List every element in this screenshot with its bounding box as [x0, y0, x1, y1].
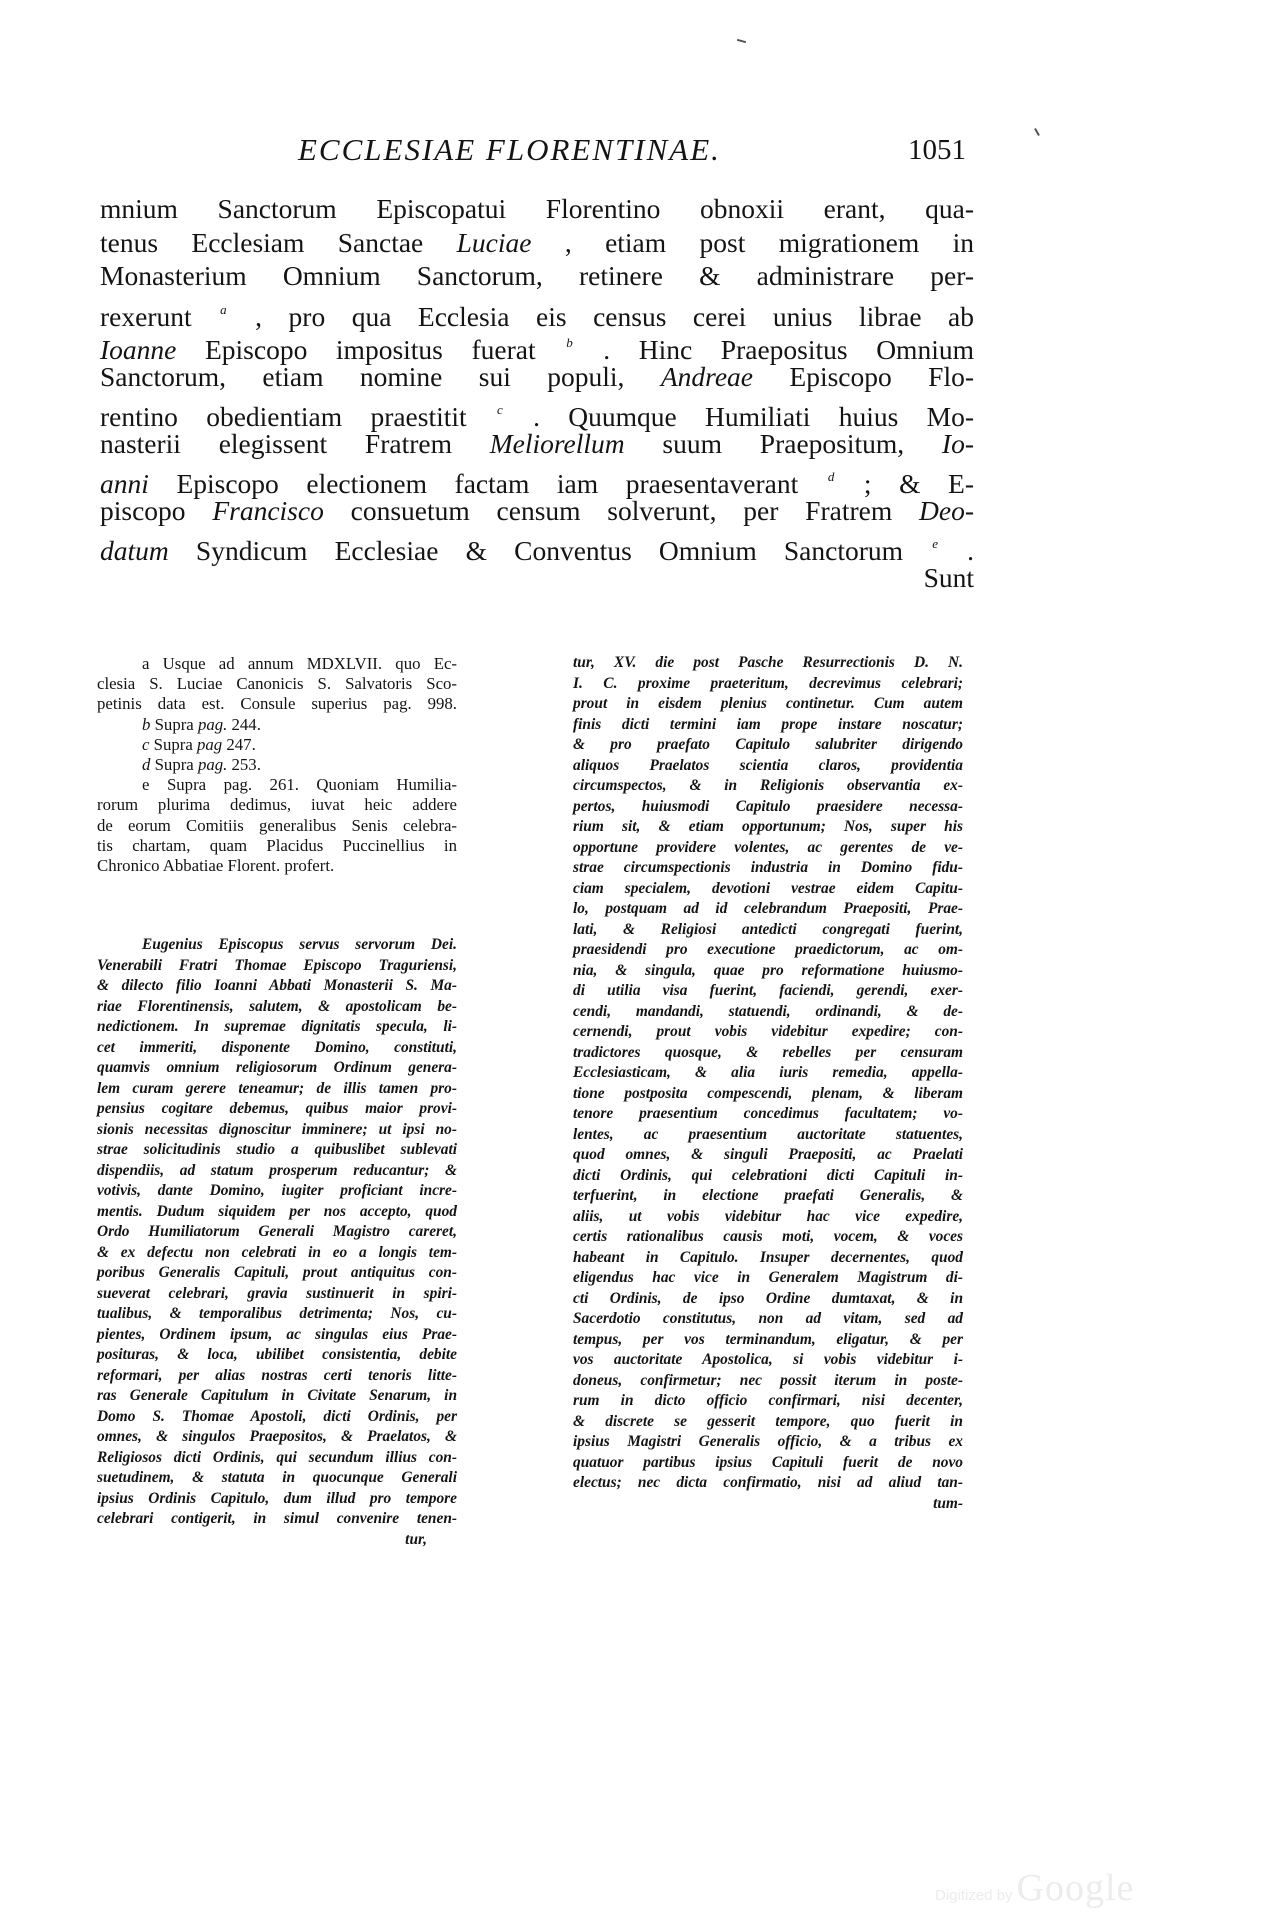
catchword: tum-: [933, 1494, 963, 1512]
bull-text-line: aliis, ut vobis videbitur hac vice expedire,: [573, 1207, 963, 1225]
catchword: Sunt: [923, 561, 974, 593]
watermark-brand: Google: [1016, 1867, 1135, 1909]
bull-text-line: pertos, huiusmodi Capitulo praesidere necessa-: [573, 797, 963, 815]
bull-text-line: pensius cogitare debemus, quibus maior provi-: [97, 1100, 457, 1117]
bull-text-line: rium sit, & etiam opportunum; Nos, super his: [573, 818, 963, 835]
bull-text-line: circumspectos, & in Religionis observantia ex-: [573, 777, 963, 794]
bull-text-line: di utilia visa fuerint, faciendi, gerendi, exer-: [573, 982, 963, 999]
footnote-d: [97, 755, 457, 775]
bull-text-line: quatuor partibus ipsius Capituli fuerit de novo: [573, 1453, 963, 1471]
footnote-e-line: tis chartam, quam Placidus Puccinellius in: [97, 835, 457, 855]
bull-text-line: doneus, confirmetur; nec possit iterum in poste-: [573, 1371, 963, 1389]
bull-text-line: nia, & singula, quae pro reformatione huiusmo-: [573, 961, 963, 979]
italic-name: datum: [100, 535, 169, 566]
bull-text-line: cti Ordinis, de ipso Ordine dumtaxat, & in: [573, 1289, 963, 1307]
footnote-ref: pag.: [197, 754, 232, 774]
bull-text-line: strae solicitudinis studio a quibuslibet sublevati: [97, 1141, 457, 1158]
bull-text-line: sionis necessitas dignoscitur imminere; ut ipsi no-: [97, 1120, 457, 1138]
main-text-line: tenus Ecclesiam Sanctae Luciae , etiam post migrationem in: [100, 226, 974, 258]
bull-text-line: I. C. proxime praeteritum, decrevimus celebrari;: [573, 674, 963, 692]
bull-text-line: celebrari contigerit, in simul convenire tenen-: [97, 1510, 457, 1527]
bull-text-line: Ecclesiasticam, & alia iuris remedia, appella-: [573, 1064, 963, 1081]
italic-name: Deo-: [919, 494, 974, 526]
print-speck: [737, 39, 746, 43]
footnote-a-line: clesia S. Luciae Canonicis S. Salvatoris Sco-: [97, 674, 457, 694]
bull-text-line: Religiosos dicti Ordinis, qui secundum illius con-: [97, 1448, 457, 1466]
bull-text-line: quamvis omnium religiosorum Ordinum genera-: [97, 1059, 457, 1076]
bull-text-line: omnes, & singulos Praepositos, & Praelatos, &: [97, 1428, 457, 1445]
bull-text-line: tur, XV. die post Pasche Resurrectionis D. N.: [573, 654, 963, 671]
bull-text-line: quod omnes, & singuli Praepositi, ac Praelati: [573, 1146, 963, 1163]
papal-bull-right-column: [573, 653, 963, 1514]
footnote-ref: pag: [197, 734, 227, 754]
footnote-text: Supra: [154, 754, 198, 774]
italic-name: Luciae: [456, 226, 532, 258]
bull-text-line: certis rationalibus causis moti, vocem, & voces: [573, 1228, 963, 1245]
bull-text-line: cendi, mandandi, statuendi, ordinandi, & de-: [573, 1002, 963, 1020]
bull-text-line: cet immeriti, disponente Domino, constituti,: [97, 1038, 457, 1056]
italic-name: Francisco: [212, 494, 324, 526]
footnote-e-line: de eorum Comitiis generalibus Senis celebra-: [97, 815, 457, 835]
bull-text-line: lem curam gerere teneamur; de illis tamen pro-: [97, 1079, 457, 1097]
page-header: [278, 132, 966, 172]
bull-text-line: dispendiis, ad statum prosperum reducantur; &: [97, 1161, 457, 1179]
papal-bull-left-column: [97, 935, 457, 1550]
footnote-mark: b: [142, 714, 155, 734]
bull-text-line: lentes, ac praesentium auctoritate statuentes,: [573, 1125, 963, 1143]
bull-text-line: Venerabili Fratri Thomae Episcopo Traguriensi,: [97, 956, 457, 974]
bull-text-line: mentis. Dudum siquidem per nos accepto, quod: [97, 1202, 457, 1220]
main-text-line: rentino obedientiam praestitit $^c$ . Quumque Humiliati huius Mo-: [100, 401, 974, 432]
bull-text-line: terfuerint, in electione praefati Generalis, &: [573, 1187, 963, 1204]
footnote-page: 244.: [231, 714, 261, 734]
bull-text-line: electus; nec dicta confirmatio, nisi ad aliud tan-: [573, 1474, 963, 1491]
main-text-block: [100, 192, 974, 594]
main-text-line: piscopo Francisco consuetum censum solverunt, per Fratrem Deo-: [100, 494, 974, 526]
footnote-mark: c: [496, 402, 503, 417]
bull-text-line: tenore praesentium concedimus facultatem; vo-: [573, 1105, 963, 1122]
bull-text-line: & discrete se gesserit tempore, quo fuerit in: [573, 1412, 963, 1430]
footnote-e-line: Chronico Abbatiae Florent. profert.: [97, 855, 335, 875]
bull-text-line: aliquos Praelatos scientia claros, providentia: [573, 756, 963, 774]
footnote-mark: e: [932, 536, 938, 551]
running-title: ECCLESIAE FLORENTINAE.: [298, 132, 721, 167]
digitized-watermark: [935, 1866, 1134, 1910]
bull-text-line: finis dicti termini iam prope instare noscatur;: [573, 715, 963, 733]
bull-text-line: rum in dicto officio confirmari, nisi decenter,: [573, 1392, 963, 1409]
footnote-e-line: e Supra pag. 261. Quoniam Humilia-: [142, 775, 457, 795]
italic-name: Ioanne: [100, 334, 177, 365]
main-text-line: nasterii elegissent Fratrem Meliorellum suum Praepositum, Io-: [100, 427, 974, 459]
bull-text-line: tradictores quosque, & rebelles per censuram: [573, 1043, 963, 1061]
bull-text-line: ipsius Magistri Generalis officio, & a tribus ex: [573, 1433, 963, 1450]
footnote-text: Supra: [153, 734, 198, 754]
bull-text-line: opportune providere volentes, ac gerentes de ve-: [573, 838, 963, 856]
italic-name: Io-: [941, 427, 974, 459]
print-speck: [1034, 128, 1040, 136]
bull-text-line: lati, & Religiosi antedicti congregati fuerint,: [573, 920, 963, 938]
bull-text-line: praesidendi pro executione praedictorum, ac om-: [573, 941, 963, 958]
bull-text-line: nedictionem. In supremae dignitatis specula, li-: [97, 1018, 457, 1035]
bull-text-line: habeant in Capitulo. Insuper decernentes, quod: [573, 1248, 963, 1266]
bull-text-line: & ex defectu non celebrati in eo a longis tem-: [97, 1243, 457, 1261]
bull-text-line: & pro praefato Capitulo salubriter dirigendo: [573, 736, 963, 753]
main-text-line: mnium Sanctorum Episcopatui Florentino obnoxii erant, qua-: [100, 193, 974, 224]
watermark-prefix: Digitized by: [935, 1887, 1013, 1904]
italic-name: anni: [100, 468, 149, 499]
footnote-mark: d: [827, 469, 835, 484]
bull-text-line: pientes, Ordinem ipsum, ac singulas eius Prae-: [97, 1325, 457, 1343]
bull-text-line: votivis, dante Domino, iugiter proficiant incre-: [97, 1182, 457, 1199]
italic-name: Meliorellum: [489, 427, 625, 459]
footnote-page: 247.: [226, 734, 256, 754]
footnote-text: Supra: [154, 714, 198, 734]
footnote-mark: b: [566, 335, 573, 350]
bull-text-line: eligendus hac vice in Generalem Magistrum di-: [573, 1269, 963, 1286]
bull-text-line: ipsius Ordinis Capitulo, dum illud pro tempore: [97, 1489, 457, 1507]
main-text-line: datum Syndicum Ecclesiae & Conventus Omnium Sanctorum $^e$ .: [100, 535, 975, 566]
bull-text-line: tualibus, & temporalibus detrimenta; Nos, cu-: [97, 1305, 457, 1322]
main-text-line: Monasterium Omnium Sanctorum, retinere & administrare per-: [100, 260, 974, 291]
footnote-mark: c: [142, 734, 154, 754]
bull-text-line: Sacerdotio constitutus, non ad vitam, sed ad: [573, 1310, 963, 1327]
bull-text-line: & dilecto filio Ioanni Abbati Monasterii S. Ma-: [97, 977, 457, 994]
footnotes: [97, 654, 457, 876]
footnote-a-line: a Usque ad annum MDXLVII. quo Ec-: [142, 654, 457, 673]
bull-text-line: dicti Ordinis, qui celebrationi dicti Capituli in-: [573, 1166, 963, 1184]
footnote-mark: a: [220, 301, 227, 317]
bull-text-line: riae Florentinensis, salutem, & apostolicam be-: [97, 997, 457, 1015]
bull-text-line: ras Generale Capitulum in Civitate Senarum, in: [97, 1387, 457, 1404]
main-text-line: Sanctorum, etiam nomine sui populi, Andreae Episcopo Flo-: [100, 360, 974, 392]
bull-text-line: vos auctoritate Apostolica, si vobis videbitur i-: [573, 1351, 963, 1368]
bull-text-line: prout in eisdem plenius continetur. Cum autem: [573, 695, 963, 712]
bull-text-line: tione postposita compescendi, plenam, & liberam: [573, 1084, 963, 1102]
footnote-mark: d: [142, 754, 155, 774]
bull-text-line: suetudinem, & statuta in quocunque Generali: [97, 1469, 457, 1486]
bull-text-line: sueverat celebrari, gravia sustinuerit in spiri-: [97, 1284, 457, 1302]
main-text-line: rexerunt $^a$ , pro qua Ecclesia eis census cerei unius librae ab: [100, 300, 974, 332]
main-text-line: anni Episcopo electionem factam iam praesentaverant $^d$ ; & E-: [100, 468, 974, 499]
italic-name: Andreae: [660, 360, 753, 392]
page-number: 1051: [908, 134, 966, 166]
footnote-a-line: petinis data est. Consule superius pag. 998.: [97, 694, 457, 714]
bull-text-line: Eugenius Episcopus servus servorum Dei.: [142, 936, 457, 953]
bull-text-line: Ordo Humiliatorum Generali Magistro careret,: [97, 1223, 457, 1240]
main-text-line: Ioanne Episcopo impositus fuerat $^b$ . Hinc Praepositus Omnium: [100, 334, 974, 365]
footnote-e-line: rorum plurima dedimus, iuvat heic addere: [97, 795, 457, 815]
bull-text-line: Domo S. Thomae Apostoli, dicti Ordinis, per: [97, 1407, 457, 1425]
bull-text-line: cernendi, prout vobis videbitur expedire; con-: [573, 1023, 963, 1040]
bull-text-line: ciam specialem, devotioni vestrae eidem Capitu-: [573, 879, 963, 897]
bull-text-line: tempus, per vos terminandum, eligatur, & per: [573, 1330, 963, 1348]
bull-text-line: posituras, & loca, ubilibet consistentia, debite: [97, 1346, 457, 1363]
bull-text-line: poribus Generalis Capituli, prout antiquitus con-: [97, 1264, 457, 1281]
footnote-ref: pag.: [197, 714, 232, 734]
footnote-page: 253.: [231, 754, 261, 774]
catchword: tur,: [405, 1530, 427, 1548]
bull-text-line: lo, postquam ad id celebrandum Praepositi, Prae-: [573, 900, 963, 917]
footnote-b: [97, 715, 457, 735]
bull-text-line: reformari, per alias nostras certi tenoris litte-: [97, 1366, 457, 1384]
bull-text-line: strae circumspectionis industria in Domino fidu-: [573, 859, 963, 876]
footnote-c: [97, 735, 457, 755]
